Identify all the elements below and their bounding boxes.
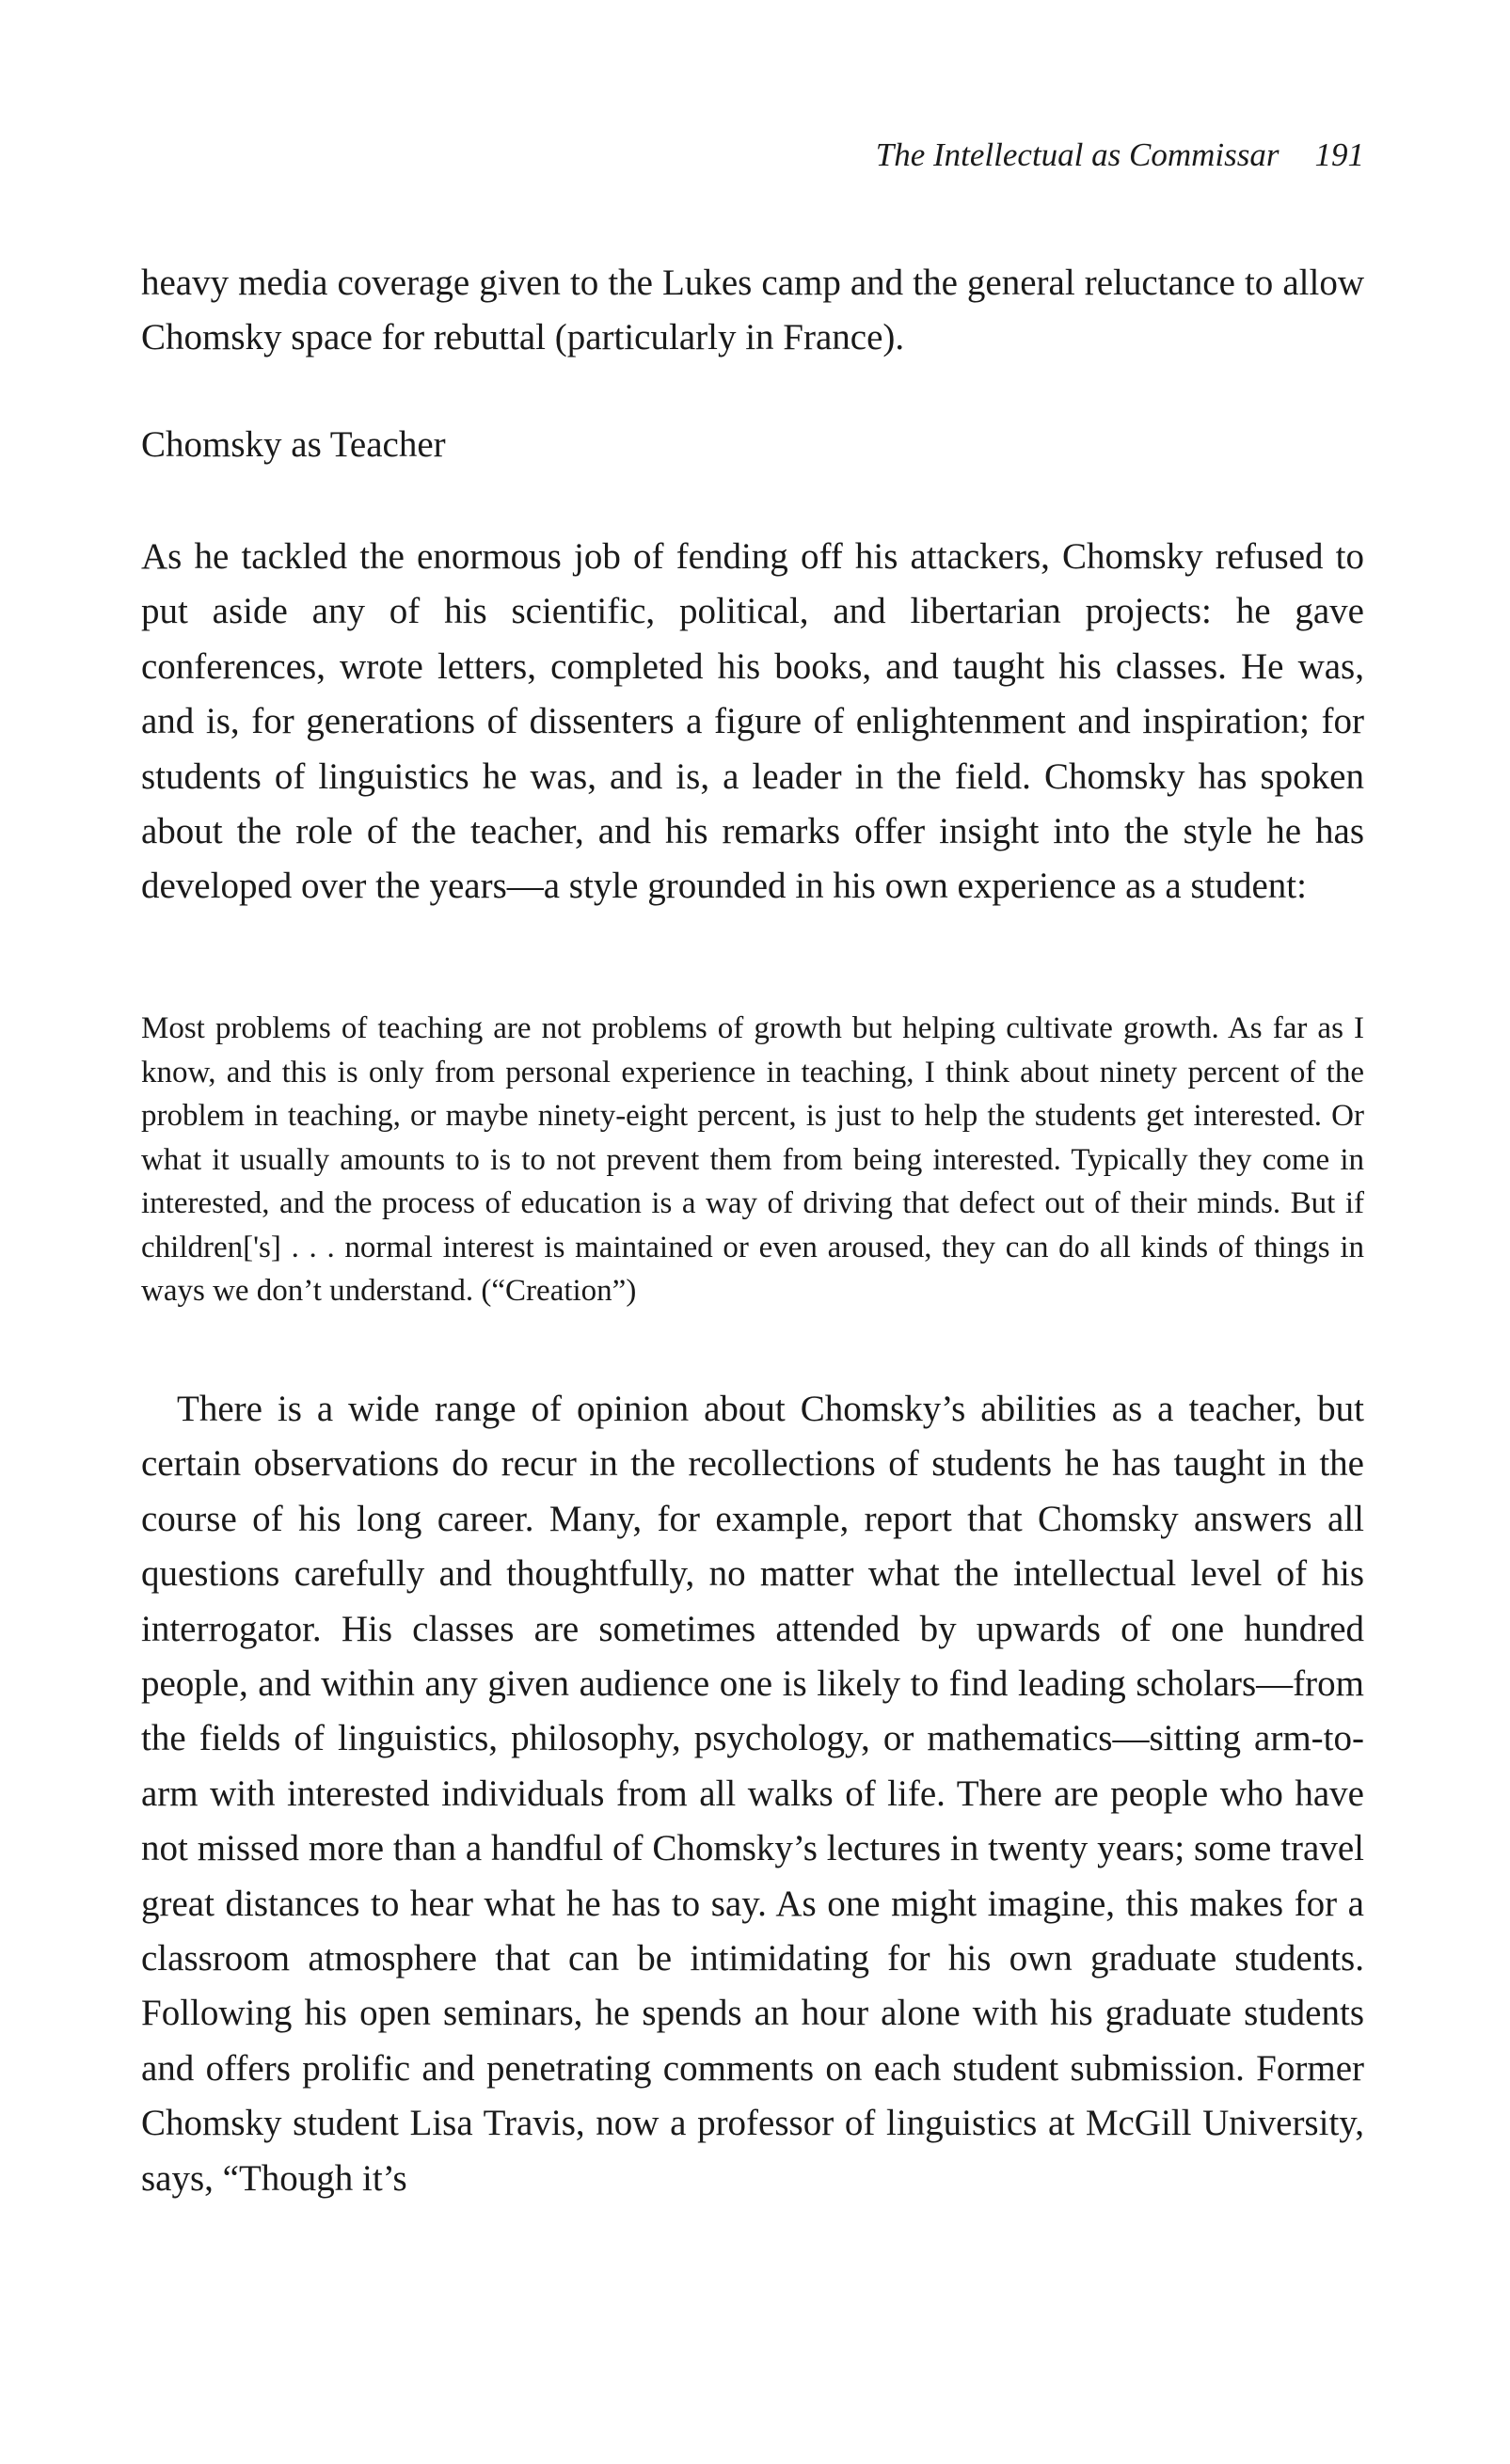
section-heading: Chomsky as Teacher	[141, 424, 446, 465]
opening-paragraph: heavy media coverage given to the Lukes camp and the general reluctance to allow Chomsky space for rebuttal (particularly in France).	[141, 262, 1364, 358]
body-paragraph-2: There is a wide range of opinion about Chomsky’s abilities as a teacher, but certain observations do recur in the recollections of students he has taught in the course of his long career. Many, for example, report that Chomsky answers all questions carefully and thoughtfully, no matter what the intellectual level of his interrogator. His classes are sometimes attended by upwards of one hundred people, and within any given audience one is likely to find leading scholars—from the fields of linguistics, philosophy, psychology, or mathematics—sitting arm-to-arm with interested individuals from all walks of life. There are people who have not missed more than a handful of Chomsky’s lectures in twenty years; some travel great distances to hear what he has to say. As one might imagine, this makes for a classroom atmosphere that can be intimidating for his own graduate students. Following his open seminars, he spends an hour alone with his graduate students and offers prolific and penetrating comments on each student submission. Former Chomsky student Lisa Travis, now a professor of linguistics at McGill University, says, “Though it’s	[141, 1389, 1364, 2199]
running-head	[876, 136, 1364, 174]
page-number: 191	[1314, 136, 1364, 173]
block-quote: Most problems of teaching are not problems of growth but helping cultivate growth. As far as I know, and this is only from personal experience in teaching, I think about ninety percent of the problem in teaching, or maybe ninety-eight percent, is just to help the students get interested. Or what it usually amounts to is to not prevent them from being interested. Typically they come in interested, and the process of education is a way of driving that defect out of their minds. But if children['s] . . . normal interest is maintained or even aroused, they can do all kinds of things in ways we don’t understand. (“Creation”)	[141, 1011, 1364, 1308]
body-paragraph-1: As he tackled the enormous job of fending off his attackers, Chomsky refused to put aside any of his scientific, political, and libertarian projects: he gave conferences, wrote letters, completed his books, and taught his classes. He was, and is, for generations of dissenters a figure of enlightenment and inspiration; for students of linguistics he was, and is, a leader in the field. Chomsky has spoken about the role of the teacher, and his remarks offer insight into the style he has developed over the years—a style grounded in his own experience as a student:	[141, 536, 1364, 907]
running-head-title: The Intellectual as Commissar	[875, 136, 1280, 173]
